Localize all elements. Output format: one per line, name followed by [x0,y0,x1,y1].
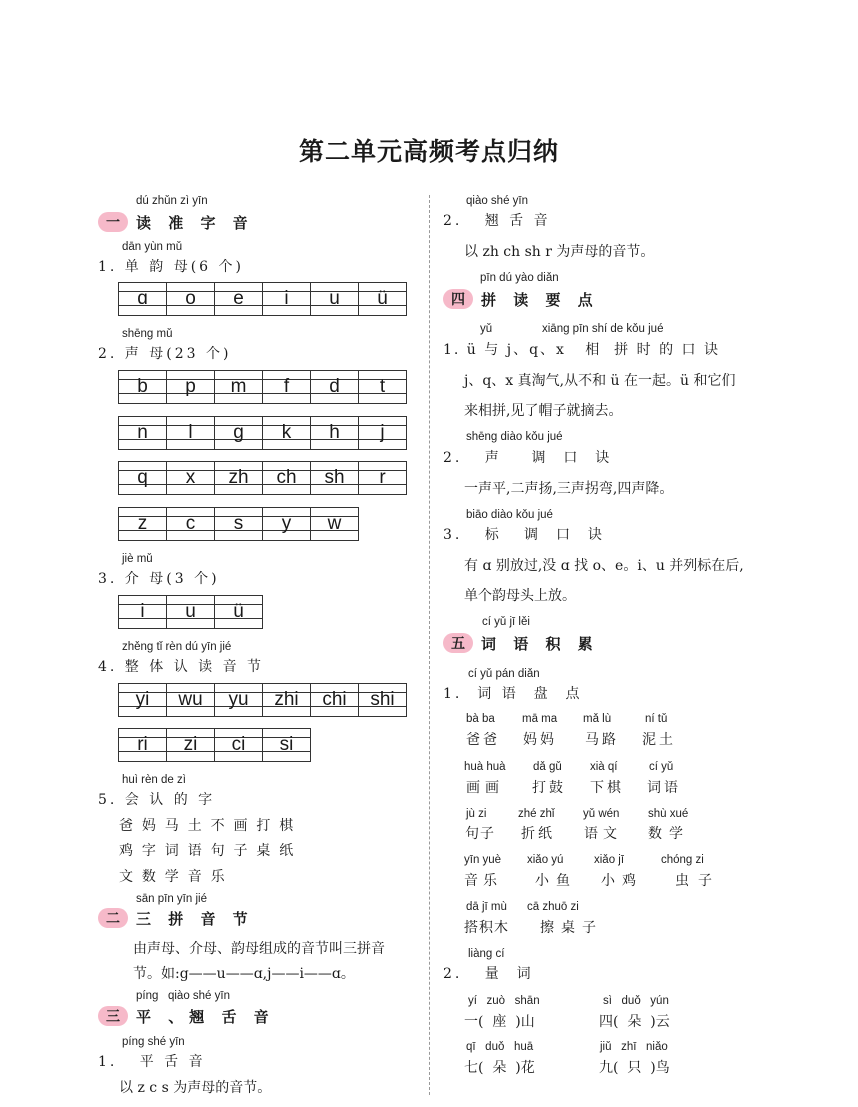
pinyin-annotation: yǔ [480,323,493,335]
word-pinyin: xià qí [590,761,618,773]
word-pinyin: cí yǔ [649,761,674,773]
pinyin-cell: shi [359,683,407,717]
pinyin-cell: u [311,282,359,316]
pinyin-annotation: zhěng tǐ rèn dú yīn jié [122,641,232,653]
word-item: 小鱼 [535,873,577,889]
measure-item: 七( 朵 )花 [464,1060,535,1076]
character-row: 鸡 字 词 语 句 子 桌 纸 [119,843,294,859]
word-pinyin: zhé zhǐ [518,808,555,820]
pinyin-cell: ch [263,461,311,495]
section-title: 拼 读 要 点 [481,290,599,309]
pinyin-annotation: dú zhǔn zì yīn [136,195,208,207]
section-badge: 四 [443,289,473,309]
word-item: 泥土 [642,732,676,748]
word-pinyin: mā ma [522,713,558,725]
section-title: 平 、翘 舌 音 [136,1007,275,1026]
pinyin-cell: j [359,416,407,450]
word-pinyin: ní tǔ [645,713,668,725]
pinyin-cell: wu [167,683,215,717]
pinyin-annotation: dān yùn mǔ [122,241,183,253]
pinyin-annotation: cí yǔ pán diǎn [468,668,540,680]
word-item: 词语 [647,780,681,796]
pinyin-grid [118,282,407,316]
word-pinyin: shù xué [648,808,689,820]
paragraph-text: j、q、x 真淘气,从不和 ü 在一起。ü 和它们 [464,373,736,389]
section-title: 词 语 积 累 [481,634,599,653]
word-pinyin: huà huà [464,761,506,773]
pinyin-cell: o [167,282,215,316]
character-row: 爸 妈 马 土 不 画 打 棋 [119,818,294,834]
word-item: 搭积木 [464,920,509,936]
word-item: 画画 [466,780,504,796]
pinyin-grid [118,461,407,495]
item-label: 2. 声 调 口 诀 [443,450,613,466]
pinyin-annotation: pīn dú yào diǎn [480,272,559,284]
measure-pinyin: qī duǒ huā [466,1041,534,1053]
pinyin-cell: h [311,416,359,450]
pinyin-annotation: liàng cí [468,948,505,960]
pinyin-annotation: xiāng pīn shí de kǒu jué [542,323,664,335]
column-divider [429,195,430,1095]
pinyin-cell: zh [215,461,263,495]
word-pinyin: cā zhuō zi [527,901,579,913]
paragraph-text: 以 zh ch sh r 为声母的音节。 [464,244,655,260]
word-item: 数学 [648,826,690,842]
pinyin-cell: zhi [263,683,311,717]
word-item: 妈妈 [523,732,557,748]
pinyin-cell: n [119,416,167,450]
section-heading [98,1004,275,1028]
pinyin-cell: sh [311,461,359,495]
pinyin-cell: si [263,728,311,762]
pinyin-cell: f [263,370,311,404]
word-pinyin: yīn yuè [464,854,502,866]
section-badge: 一 [98,212,128,232]
pinyin-cell: z [119,507,167,541]
measure-pinyin: yí zuò shān [468,995,540,1007]
word-pinyin: xiǎo yú [527,854,564,866]
pinyin-annotation: jiè mǔ [122,553,153,565]
pinyin-grid [118,507,359,541]
pinyin-cell: p [167,370,215,404]
section-heading [443,287,599,311]
word-pinyin: mǎ lù [583,713,612,725]
pinyin-grid [118,416,407,450]
item-label: 4. 整 体 认 读 音 节 [98,659,265,675]
pinyin-cell: q [119,461,167,495]
pinyin-annotation: sān pīn yīn jié [136,893,207,905]
section-badge: 五 [443,633,473,653]
word-item: 马路 [585,732,619,748]
pinyin-annotation: biāo diào kǒu jué [466,509,553,521]
paragraph-text: 以 z c s 为声母的音节。 [119,1080,272,1096]
word-pinyin: dǎ gǔ [533,761,562,773]
pinyin-cell: c [167,507,215,541]
pinyin-annotation: shēng diào kǒu jué [466,431,563,443]
word-pinyin: jù zi [466,808,487,820]
section-title: 三 拼 音 节 [136,909,254,928]
pinyin-cell: ri [119,728,167,762]
pinyin-grid [118,728,311,762]
measure-item: 一( 座 )山 [464,1014,535,1030]
pinyin-cell: b [119,370,167,404]
pinyin-grid [118,683,407,717]
pinyin-grid [118,595,263,629]
measure-item: 九( 只 )鸟 [599,1060,670,1076]
word-item: 折纸 [521,826,555,842]
pinyin-cell: zi [167,728,215,762]
item-label: 1. 平 舌 音 [98,1054,206,1070]
word-item: 打鼓 [532,780,566,796]
pinyin-cell: d [311,370,359,404]
item-label: 3. 介 母(3 个) [98,571,220,587]
section-heading [443,631,599,655]
pinyin-cell: e [215,282,263,316]
pinyin-cell: i [263,282,311,316]
word-pinyin: xiǎo jī [594,854,625,866]
pinyin-cell: x [167,461,215,495]
word-pinyin: yǔ wén [583,808,620,820]
section-title: 读 准 字 音 [136,213,254,232]
word-item: 虫子 [675,873,721,889]
pinyin-cell: chi [311,683,359,717]
pinyin-cell: y [263,507,311,541]
section-heading [98,906,254,930]
pinyin-annotation: qiào shé yīn [466,195,529,207]
pinyin-cell: i [119,595,167,629]
pinyin-cell: ci [215,728,263,762]
word-pinyin: chóng zi [661,854,704,866]
paragraph-text: 有 ɑ 别放过,没 ɑ 找 o、e。i、u 并列标在后, [464,558,744,574]
pinyin-cell: yu [215,683,263,717]
pinyin-cell: w [311,507,359,541]
pinyin-annotation: shēng mǔ [122,328,173,340]
pinyin-cell: ü [215,595,263,629]
pinyin-cell: l [167,416,215,450]
character-row: 文 数 学 音 乐 [119,869,225,885]
section-badge: 二 [98,908,128,928]
pinyin-annotation: píng shé yīn [122,1036,185,1048]
pinyin-cell: s [215,507,263,541]
word-item: 下棋 [590,780,624,796]
word-item: 音乐 [464,873,502,889]
pinyin-annotation: píng qiào shé yīn [136,990,230,1002]
item-label: 2. 声 母(23 个) [98,346,232,362]
item-label: 5. 会 认 的 字 [98,792,216,808]
page-title: 第二单元高频考点归纳 [298,137,559,166]
pinyin-cell: m [215,370,263,404]
measure-pinyin: sì duǒ yún [603,995,669,1007]
pinyin-cell: ü [359,282,407,316]
measure-item: 四( 朵 )云 [599,1014,670,1030]
item-label: 2. 翘 舌 音 [443,213,551,229]
pinyin-annotation: cí yǔ jī lěi [482,616,530,628]
pinyin-cell: yi [119,683,167,717]
paragraph-text: 节。如:g——u——ɑ,j——i——ɑ。 [133,966,355,982]
item-label: 3. 标 调 口 诀 [443,527,605,543]
pinyin-cell: ɑ [119,282,167,316]
section-heading [98,210,254,234]
pinyin-annotation: huì rèn de zì [122,774,186,786]
word-item: 句子 [465,826,495,842]
item-label: 2. 量 词 [443,966,534,982]
pinyin-grid [118,370,407,404]
paragraph-text: 来相拼,见了帽子就摘去。 [464,403,623,419]
pinyin-cell: k [263,416,311,450]
measure-pinyin: jiǔ zhī niǎo [600,1041,668,1053]
paragraph-text: 一声平,二声扬,三声拐弯,四声降。 [464,481,674,497]
pinyin-cell: u [167,595,215,629]
pinyin-cell: r [359,461,407,495]
paragraph-text: 单个韵母头上放。 [464,588,576,604]
pinyin-cell: t [359,370,407,404]
word-pinyin: bà ba [466,713,495,725]
word-item: 爸爸 [466,732,500,748]
item-label: 1. ü 与 j、q、x 相 拼 时 的 口 诀 [443,342,720,358]
pinyin-cell: g [215,416,263,450]
word-item: 小鸡 [601,873,643,889]
item-label: 1. 词 语 盘 点 [443,686,583,702]
word-item: 擦桌子 [540,920,603,936]
word-pinyin: dā jī mù [466,901,507,913]
section-badge: 三 [98,1006,128,1026]
paragraph-text: 由声母、介母、韵母组成的音节叫三拼音 [133,941,385,957]
item-label: 1. 单 韵 母(6 个) [98,259,244,275]
word-item: 语文 [584,826,622,842]
